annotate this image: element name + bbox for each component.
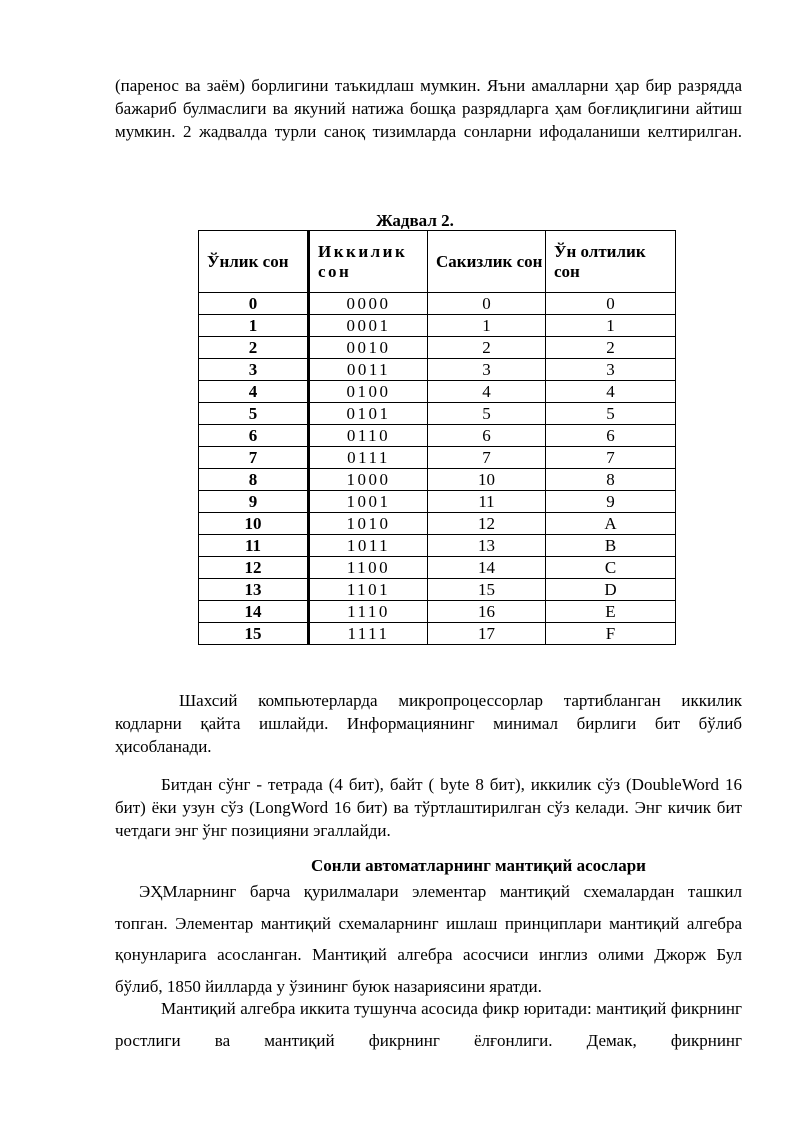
table-row xyxy=(199,359,676,381)
cell-binary: 0111 xyxy=(309,447,428,469)
table-row xyxy=(199,579,676,601)
cell-decimal: 14 xyxy=(199,601,309,623)
cell-octal: 12 xyxy=(428,513,546,535)
table-row xyxy=(199,513,676,535)
cell-binary: 1110 xyxy=(309,601,428,623)
cell-decimal: 9 xyxy=(199,491,309,513)
table-row xyxy=(199,447,676,469)
cell-hexadecimal: A xyxy=(546,513,676,535)
cell-octal: 0 xyxy=(428,293,546,315)
cell-decimal: 3 xyxy=(199,359,309,381)
cell-octal: 11 xyxy=(428,491,546,513)
cell-octal: 14 xyxy=(428,557,546,579)
table-row xyxy=(199,491,676,513)
section-heading: Сонли автоматларнинг мантиқий асослари xyxy=(311,856,646,875)
cell-octal: 13 xyxy=(428,535,546,557)
cell-octal: 5 xyxy=(428,403,546,425)
cell-octal: 1 xyxy=(428,315,546,337)
cell-decimal: 6 xyxy=(199,425,309,447)
table-row xyxy=(199,293,676,315)
cell-binary: 1101 xyxy=(309,579,428,601)
cell-octal: 7 xyxy=(428,447,546,469)
table-caption: Жадвал 2. xyxy=(376,211,454,230)
table-row xyxy=(199,601,676,623)
number-systems-table xyxy=(198,230,676,645)
cell-hexadecimal: 9 xyxy=(546,491,676,513)
cell-decimal: 4 xyxy=(199,381,309,403)
cell-hexadecimal: 8 xyxy=(546,469,676,491)
cell-binary: 0101 xyxy=(309,403,428,425)
table-header-row xyxy=(199,231,676,293)
cell-decimal: 2 xyxy=(199,337,309,359)
cell-octal: 17 xyxy=(428,623,546,645)
paragraph-logic-algebra: Мантиқий алгебра иккита тушунча асосида фикр юритади: мантиқий фикрнинг ростлиги ва мантиқий фикрнинг ёлғонлиги. Демак, фикрнинг xyxy=(115,999,742,1050)
cell-octal: 15 xyxy=(428,579,546,601)
cell-hexadecimal: 6 xyxy=(546,425,676,447)
cell-hexadecimal: 1 xyxy=(546,315,676,337)
cell-decimal: 8 xyxy=(199,469,309,491)
cell-hexadecimal: F xyxy=(546,623,676,645)
cell-binary: 0011 xyxy=(309,359,428,381)
cell-hexadecimal: B xyxy=(546,535,676,557)
cell-octal: 16 xyxy=(428,601,546,623)
paragraph-logic-circuits: ЭҲМларнинг барча қурилмалари элементар мантиқий схемалардан ташкил топган. Элементар мантиқий схемаларнинг ишлаш принциплари мантиқий алгебра қонунларига асосланган. Мантиқий алгебра асосчиси инглиз олими Джорж Бул бўлиб, 1850 йилларда у ўзининг буюк назариясини яратди. xyxy=(115,882,742,996)
table-row xyxy=(199,381,676,403)
cell-hexadecimal: 7 xyxy=(546,447,676,469)
paragraph-microprocessors: Шахсий компьютерларда микропроцессорлар тартибланган иккилик кодларни қайта ишлайди. Информациянинг минимал бирлиги бит бўлиб ҳисобланади. xyxy=(115,691,742,756)
table-row xyxy=(199,535,676,557)
cell-octal: 10 xyxy=(428,469,546,491)
cell-binary: 1100 xyxy=(309,557,428,579)
cell-decimal: 10 xyxy=(199,513,309,535)
cell-binary: 0100 xyxy=(309,381,428,403)
table-body xyxy=(199,293,676,645)
cell-binary: 0110 xyxy=(309,425,428,447)
table-row xyxy=(199,403,676,425)
paragraph-intro: (паренос ва заём) борлигини таъкидлаш мумкин. Яъни амалларни ҳар бир разрядда бажариб булмаслиги ва якуний натижа бошқа разрядларга ҳам боғлиқлигини айтиш мумкин. 2 жадвалда турли саноқ тизимларда сонларни ифодаланиши келтирилган. xyxy=(115,76,742,141)
header-decimal: Ўнлик сон xyxy=(199,231,309,293)
cell-binary: 1011 xyxy=(309,535,428,557)
cell-hexadecimal: D xyxy=(546,579,676,601)
table-row xyxy=(199,469,676,491)
cell-hexadecimal: 2 xyxy=(546,337,676,359)
cell-binary: 0000 xyxy=(309,293,428,315)
cell-octal: 4 xyxy=(428,381,546,403)
cell-decimal: 0 xyxy=(199,293,309,315)
table-row xyxy=(199,337,676,359)
cell-decimal: 15 xyxy=(199,623,309,645)
header-binary: Иккилик сон xyxy=(309,231,428,293)
cell-binary: 0001 xyxy=(309,315,428,337)
cell-decimal: 7 xyxy=(199,447,309,469)
cell-binary: 1000 xyxy=(309,469,428,491)
cell-decimal: 5 xyxy=(199,403,309,425)
cell-octal: 6 xyxy=(428,425,546,447)
cell-hexadecimal: C xyxy=(546,557,676,579)
cell-decimal: 12 xyxy=(199,557,309,579)
table-row xyxy=(199,623,676,645)
table-row xyxy=(199,557,676,579)
paragraph-bit-units: Битдан сўнг - тетрада (4 бит), байт ( byte 8 бит), иккилик сўз (DoubleWord 16 бит) ёки узун сўз (LongWord 16 бит) ва тўртлаштирилган сўз келади. Энг кичик бит четдаги энг ўнг позицияни эгаллайди. xyxy=(115,775,742,840)
cell-hexadecimal: 4 xyxy=(546,381,676,403)
cell-decimal: 13 xyxy=(199,579,309,601)
cell-octal: 2 xyxy=(428,337,546,359)
cell-hexadecimal: 3 xyxy=(546,359,676,381)
table-row xyxy=(199,425,676,447)
cell-binary: 0010 xyxy=(309,337,428,359)
header-hexadecimal: Ўн олтилик сон xyxy=(546,231,676,293)
header-octal: Сакизлик сон xyxy=(428,231,546,293)
cell-octal: 3 xyxy=(428,359,546,381)
table-row xyxy=(199,315,676,337)
cell-binary: 1111 xyxy=(309,623,428,645)
cell-binary: 1010 xyxy=(309,513,428,535)
cell-decimal: 1 xyxy=(199,315,309,337)
cell-hexadecimal: E xyxy=(546,601,676,623)
cell-hexadecimal: 0 xyxy=(546,293,676,315)
cell-decimal: 11 xyxy=(199,535,309,557)
cell-hexadecimal: 5 xyxy=(546,403,676,425)
cell-binary: 1001 xyxy=(309,491,428,513)
